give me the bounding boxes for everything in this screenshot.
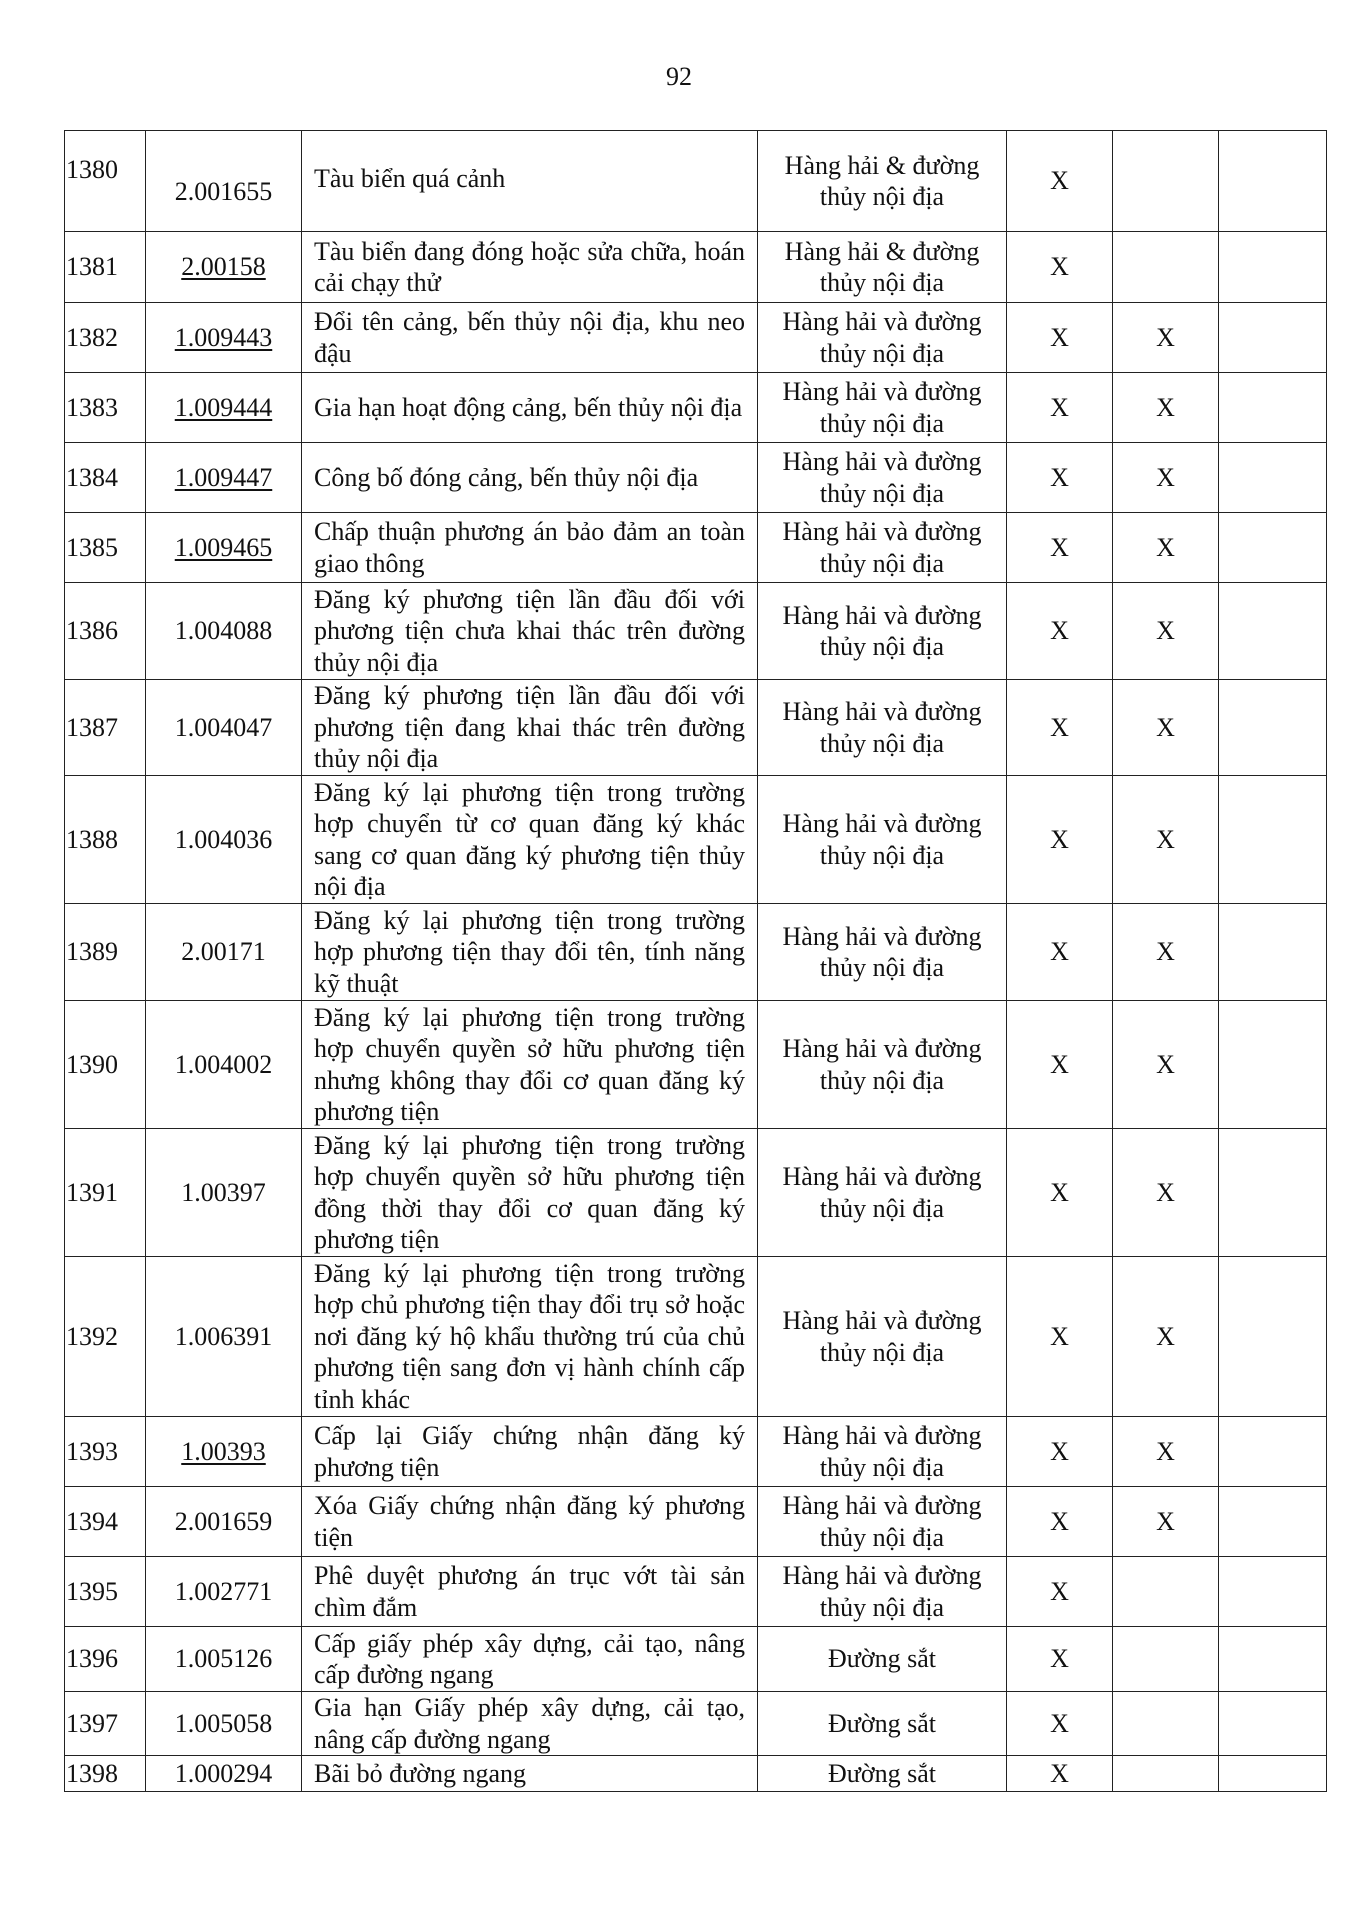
cell-mark-2 <box>1113 1756 1219 1792</box>
cell-stt: 1394 <box>65 1487 146 1557</box>
cell-mark-1: X <box>1007 1129 1113 1257</box>
cell-mark-1: X <box>1007 1001 1113 1129</box>
cell-mark-3 <box>1219 1257 1327 1417</box>
cell-procedure-code: 1.009444 <box>146 373 302 443</box>
cell-procedure-code: 1.009443 <box>146 303 302 373</box>
cell-mark-2: X <box>1113 1487 1219 1557</box>
table-row <box>65 232 1327 303</box>
cell-mark-2: X <box>1113 904 1219 1001</box>
cell-procedure-code: 1.005126 <box>146 1627 302 1692</box>
cell-procedure-name: Đăng ký lại phương tiện trong trường hợp phương tiện thay đổi tên, tính năng kỹ thuật <box>302 904 758 1001</box>
cell-mark-3 <box>1219 1129 1327 1257</box>
cell-field: Hàng hải và đường thủy nội địa <box>758 303 1007 373</box>
cell-mark-1: X <box>1007 1417 1113 1487</box>
cell-procedure-code: 1.00393 <box>146 1417 302 1487</box>
cell-field: Hàng hải và đường thủy nội địa <box>758 680 1007 776</box>
cell-mark-1: X <box>1007 1692 1113 1756</box>
cell-mark-1: X <box>1007 232 1113 303</box>
table-body <box>65 131 1327 1792</box>
cell-mark-1: X <box>1007 1557 1113 1627</box>
cell-mark-1: X <box>1007 904 1113 1001</box>
cell-procedure-code: 2.00158 <box>146 232 302 303</box>
cell-mark-2 <box>1113 1627 1219 1692</box>
cell-mark-3 <box>1219 1557 1327 1627</box>
cell-field: Đường sắt <box>758 1692 1007 1756</box>
procedure-table <box>64 130 1327 1792</box>
cell-stt: 1393 <box>65 1417 146 1487</box>
table-row <box>65 513 1327 583</box>
cell-stt: 1389 <box>65 904 146 1001</box>
table-row <box>65 131 1327 232</box>
cell-stt: 1398 <box>65 1756 146 1792</box>
cell-mark-1: X <box>1007 583 1113 680</box>
cell-mark-2 <box>1113 232 1219 303</box>
cell-stt: 1385 <box>65 513 146 583</box>
cell-mark-3 <box>1219 1627 1327 1692</box>
cell-field: Hàng hải và đường thủy nội địa <box>758 1417 1007 1487</box>
cell-mark-2: X <box>1113 443 1219 513</box>
cell-procedure-name: Cấp giấy phép xây dựng, cải tạo, nâng cấp đường ngang <box>302 1627 758 1692</box>
table-row <box>65 583 1327 680</box>
cell-field: Hàng hải và đường thủy nội địa <box>758 1001 1007 1129</box>
cell-field: Hàng hải và đường thủy nội địa <box>758 1129 1007 1257</box>
cell-mark-2: X <box>1113 303 1219 373</box>
cell-mark-3 <box>1219 583 1327 680</box>
cell-field: Hàng hải và đường thủy nội địa <box>758 443 1007 513</box>
cell-procedure-name: Tàu biển đang đóng hoặc sửa chữa, hoán cải chạy thử <box>302 232 758 303</box>
table-row <box>65 1129 1327 1257</box>
cell-procedure-name: Phê duyệt phương án trục vớt tài sản chìm đắm <box>302 1557 758 1627</box>
cell-mark-2: X <box>1113 776 1219 904</box>
cell-mark-3 <box>1219 513 1327 583</box>
cell-procedure-code: 2.001659 <box>146 1487 302 1557</box>
cell-procedure-name: Đăng ký lại phương tiện trong trường hợp chủ phương tiện thay đổi trụ sở hoặc nơi đăng ký hộ khẩu thường trú của chủ phương tiện sang đơn vị hành chính cấp tỉnh khác <box>302 1257 758 1417</box>
cell-field: Hàng hải & đường thủy nội địa <box>758 131 1007 232</box>
cell-stt: 1383 <box>65 373 146 443</box>
cell-stt: 1395 <box>65 1557 146 1627</box>
cell-stt: 1388 <box>65 776 146 904</box>
table-row <box>65 1627 1327 1692</box>
cell-stt: 1397 <box>65 1692 146 1756</box>
cell-field: Hàng hải và đường thủy nội địa <box>758 1257 1007 1417</box>
cell-field: Đường sắt <box>758 1756 1007 1792</box>
cell-mark-1: X <box>1007 373 1113 443</box>
cell-procedure-name: Cấp lại Giấy chứng nhận đăng ký phương tiện <box>302 1417 758 1487</box>
cell-procedure-code: 1.009447 <box>146 443 302 513</box>
cell-mark-1: X <box>1007 680 1113 776</box>
cell-field: Hàng hải và đường thủy nội địa <box>758 776 1007 904</box>
cell-mark-3 <box>1219 232 1327 303</box>
cell-mark-3 <box>1219 1692 1327 1756</box>
cell-procedure-name: Đổi tên cảng, bến thủy nội địa, khu neo đậu <box>302 303 758 373</box>
cell-mark-1: X <box>1007 1756 1113 1792</box>
cell-procedure-code: 1.00397 <box>146 1129 302 1257</box>
table-row <box>65 1557 1327 1627</box>
cell-mark-3 <box>1219 680 1327 776</box>
cell-stt: 1386 <box>65 583 146 680</box>
cell-field: Hàng hải và đường thủy nội địa <box>758 1487 1007 1557</box>
page-number: 92 <box>666 62 692 91</box>
cell-procedure-name: Tàu biển quá cảnh <box>302 131 758 232</box>
cell-procedure-code: 1.006391 <box>146 1257 302 1417</box>
cell-mark-1: X <box>1007 1487 1113 1557</box>
table-row <box>65 1692 1327 1756</box>
cell-procedure-name: Đăng ký phương tiện lần đầu đối với phương tiện đang khai thác trên đường thủy nội địa <box>302 680 758 776</box>
cell-mark-3 <box>1219 1756 1327 1792</box>
cell-procedure-code: 1.004047 <box>146 680 302 776</box>
cell-procedure-name: Đăng ký lại phương tiện trong trường hợp chuyển quyền sở hữu phương tiện đồng thời thay đổi cơ quan đăng ký phương tiện <box>302 1129 758 1257</box>
table-row <box>65 776 1327 904</box>
cell-mark-1: X <box>1007 131 1113 232</box>
cell-field: Hàng hải và đường thủy nội địa <box>758 583 1007 680</box>
cell-field: Hàng hải và đường thủy nội địa <box>758 513 1007 583</box>
cell-field: Hàng hải và đường thủy nội địa <box>758 1557 1007 1627</box>
cell-mark-2: X <box>1113 1417 1219 1487</box>
cell-stt: 1380 <box>65 131 146 232</box>
cell-stt: 1381 <box>65 232 146 303</box>
cell-mark-3 <box>1219 1487 1327 1557</box>
cell-stt: 1396 <box>65 1627 146 1692</box>
cell-stt: 1390 <box>65 1001 146 1129</box>
cell-mark-3 <box>1219 904 1327 1001</box>
cell-mark-2: X <box>1113 1257 1219 1417</box>
cell-mark-3 <box>1219 776 1327 904</box>
cell-mark-3 <box>1219 373 1327 443</box>
cell-procedure-name: Gia hạn hoạt động cảng, bến thủy nội địa <box>302 373 758 443</box>
cell-stt: 1391 <box>65 1129 146 1257</box>
cell-procedure-code: 1.004088 <box>146 583 302 680</box>
cell-procedure-code: 1.004002 <box>146 1001 302 1129</box>
table-row <box>65 680 1327 776</box>
cell-mark-3 <box>1219 1417 1327 1487</box>
cell-field: Đường sắt <box>758 1627 1007 1692</box>
cell-field: Hàng hải và đường thủy nội địa <box>758 904 1007 1001</box>
cell-mark-1: X <box>1007 1257 1113 1417</box>
cell-procedure-name: Bãi bỏ đường ngang <box>302 1756 758 1792</box>
cell-mark-2: X <box>1113 1129 1219 1257</box>
cell-mark-1: X <box>1007 513 1113 583</box>
cell-procedure-name: Công bố đóng cảng, bến thủy nội địa <box>302 443 758 513</box>
cell-mark-2: X <box>1113 513 1219 583</box>
cell-mark-1: X <box>1007 443 1113 513</box>
table-row <box>65 1417 1327 1487</box>
cell-mark-2 <box>1113 131 1219 232</box>
table-row <box>65 904 1327 1001</box>
cell-mark-3 <box>1219 443 1327 513</box>
cell-field: Hàng hải và đường thủy nội địa <box>758 373 1007 443</box>
cell-procedure-name: Đăng ký lại phương tiện trong trường hợp chuyển quyền sở hữu phương tiện nhưng không thay đổi cơ quan đăng ký phương tiện <box>302 1001 758 1129</box>
cell-mark-1: X <box>1007 776 1113 904</box>
cell-stt: 1392 <box>65 1257 146 1417</box>
cell-field: Hàng hải & đường thủy nội địa <box>758 232 1007 303</box>
cell-mark-2 <box>1113 1557 1219 1627</box>
cell-procedure-code: 1.004036 <box>146 776 302 904</box>
cell-mark-2: X <box>1113 1001 1219 1129</box>
table-row <box>65 303 1327 373</box>
table-row <box>65 443 1327 513</box>
cell-procedure-code: 1.009465 <box>146 513 302 583</box>
cell-mark-2: X <box>1113 373 1219 443</box>
cell-procedure-code: 1.005058 <box>146 1692 302 1756</box>
cell-procedure-code: 2.00171 <box>146 904 302 1001</box>
cell-mark-3 <box>1219 303 1327 373</box>
cell-procedure-name: Chấp thuận phương án bảo đảm an toàn giao thông <box>302 513 758 583</box>
cell-procedure-code: 2.001655 <box>146 131 302 232</box>
cell-procedure-name: Xóa Giấy chứng nhận đăng ký phương tiện <box>302 1487 758 1557</box>
cell-procedure-code: 1.002771 <box>146 1557 302 1627</box>
cell-mark-1: X <box>1007 1627 1113 1692</box>
cell-procedure-name: Gia hạn Giấy phép xây dựng, cải tạo, nâng cấp đường ngang <box>302 1692 758 1756</box>
cell-mark-2 <box>1113 1692 1219 1756</box>
table-row <box>65 373 1327 443</box>
cell-procedure-code: 1.000294 <box>146 1756 302 1792</box>
cell-mark-2: X <box>1113 583 1219 680</box>
table-row <box>65 1001 1327 1129</box>
table-row <box>65 1756 1327 1792</box>
cell-procedure-name: Đăng ký phương tiện lần đầu đối với phương tiện chưa khai thác trên đường thủy nội địa <box>302 583 758 680</box>
table-row <box>65 1257 1327 1417</box>
cell-mark-2: X <box>1113 680 1219 776</box>
cell-procedure-name: Đăng ký lại phương tiện trong trường hợp chuyển từ cơ quan đăng ký khác sang cơ quan đăng ký phương tiện thủy nội địa <box>302 776 758 904</box>
cell-stt: 1387 <box>65 680 146 776</box>
cell-mark-1: X <box>1007 303 1113 373</box>
cell-mark-3 <box>1219 1001 1327 1129</box>
cell-stt: 1382 <box>65 303 146 373</box>
cell-stt: 1384 <box>65 443 146 513</box>
table-row <box>65 1487 1327 1557</box>
cell-mark-3 <box>1219 131 1327 232</box>
